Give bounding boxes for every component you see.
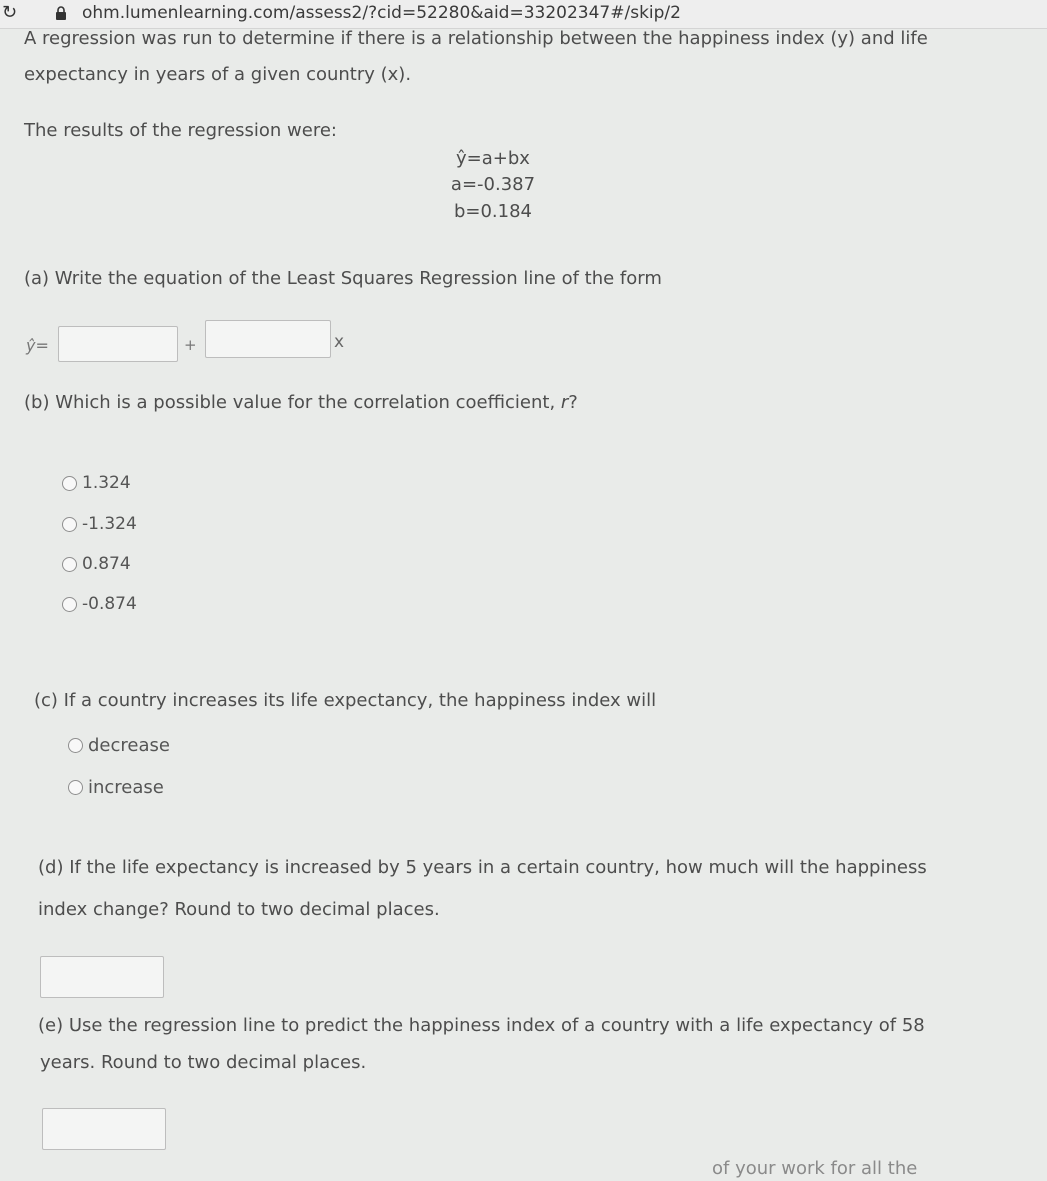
formula-line-1: ŷ=a+bx: [456, 148, 530, 169]
option-label: -0.874: [82, 594, 137, 614]
radio-button[interactable]: [62, 517, 77, 532]
radio-button[interactable]: [68, 738, 83, 753]
footer-cutoff-text: of your work for all the: [712, 1158, 918, 1179]
part-a-prompt: (a) Write the equation of the Least Squares Regression line of the form: [24, 268, 662, 289]
back-arrow-icon[interactable]: ↻: [2, 2, 18, 23]
formula-line-3: b=0.184: [453, 201, 533, 222]
part-b-prompt: [24, 390, 578, 415]
option-label: 1.324: [82, 473, 131, 493]
option-label: -1.324: [82, 514, 137, 534]
intro-line-1: A regression was run to determine if there is a relationship between the happiness index (y) and life: [24, 28, 928, 49]
radio-button[interactable]: [62, 597, 77, 612]
option-label: 0.874: [82, 554, 131, 574]
part-d-prompt-line-1: (d) If the life expectancy is increased by 5 years in a certain country, how much will the happiness: [38, 857, 927, 878]
option-increase[interactable]: [68, 777, 164, 798]
radio-button[interactable]: [62, 476, 77, 491]
url-text[interactable]: ohm.lumenlearning.com/assess2/?cid=52280&aid=33202347#/skip/2: [82, 3, 681, 23]
part-d-answer-input[interactable]: [40, 956, 164, 998]
part-e-answer-input[interactable]: [42, 1108, 166, 1150]
option-0-874[interactable]: [62, 554, 131, 574]
plus-sign: +: [184, 336, 197, 354]
option-neg-0-874[interactable]: [62, 594, 137, 614]
option-1-324[interactable]: [62, 473, 131, 493]
part-c-prompt: (c) If a country increases its life expectancy, the happiness index will: [34, 690, 657, 711]
option-label: decrease: [88, 735, 170, 756]
part-b-prompt-text: (b) Which is a possible value for the correlation coefficient,: [24, 392, 561, 413]
part-d-prompt-line-2: index change? Round to two decimal places.: [38, 899, 440, 920]
radio-button[interactable]: [68, 780, 83, 795]
part-e-prompt-line-2: years. Round to two decimal places.: [40, 1052, 367, 1073]
browser-url-bar[interactable]: [0, 0, 1047, 29]
part-b-question-mark: ?: [568, 392, 578, 413]
yhat-label: ŷ=: [26, 336, 49, 355]
radio-button[interactable]: [62, 557, 77, 572]
option-label: increase: [88, 777, 164, 798]
part-e-prompt-line-1: (e) Use the regression line to predict the happiness index of a country with a life expectancy of 58: [38, 1015, 925, 1036]
slope-input[interactable]: [205, 320, 331, 358]
results-label: The results of the regression were:: [24, 120, 337, 141]
x-label: x: [334, 332, 345, 352]
r-symbol: r: [560, 392, 569, 413]
formula-line-2: a=-0.387: [450, 174, 536, 195]
intro-line-2: expectancy in years of a given country (x).: [24, 64, 412, 85]
lock-icon: [55, 6, 67, 25]
option-decrease[interactable]: [68, 735, 170, 756]
option-neg-1-324[interactable]: [62, 514, 137, 534]
intercept-input[interactable]: [58, 326, 178, 362]
